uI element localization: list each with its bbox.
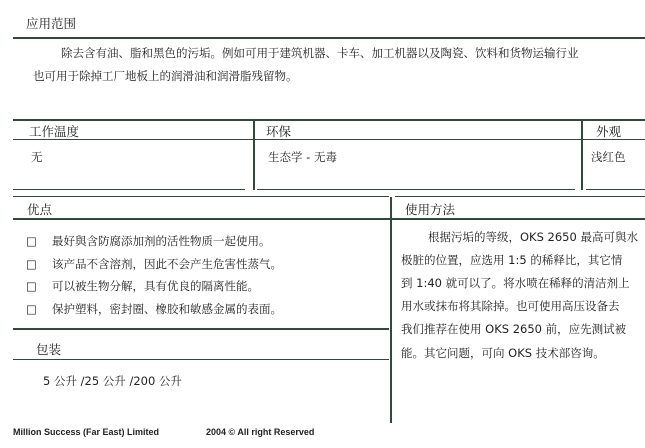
- usage-line-1: 根据污垢的等级，OKS 2650 最高可與水: [428, 230, 638, 244]
- properties-mid-rule: [13, 139, 645, 140]
- advantage-item-2: [26, 256, 282, 272]
- lower-top-rule-right: [395, 196, 645, 197]
- checkbox-icon: □: [26, 302, 37, 316]
- environment-heading: 环保: [266, 124, 292, 139]
- advantage-item-text: 该产品不含溶剂，因此不会产生危害性蒸气。: [52, 257, 282, 271]
- lower-top-rule-left: [13, 196, 389, 197]
- properties-col-divider-1: [253, 121, 255, 190]
- usage-line-5: 我们推荐在使用 OKS 2650 前，应先测试被: [401, 322, 627, 336]
- usage-heading: 使用方法: [405, 202, 456, 217]
- advantage-item-text: 保护塑料，密封圈、橡胶和敏感金属的表面。: [52, 302, 282, 316]
- packaging-top-rule: [13, 328, 389, 330]
- appearance-value: 浅红色: [591, 150, 626, 164]
- properties-bottom-rule-mid: [257, 189, 575, 190]
- scope-divider: [13, 37, 645, 39]
- checkbox-icon: □: [26, 257, 37, 271]
- advantage-item-3: [26, 278, 259, 294]
- usage-line-3: 到 1:40 就可以了。将水喷在稀释的清洁剂上: [401, 276, 630, 290]
- scope-paragraph-line2: 也可用于除掉工厂地板上的润滑油和润滑脂残留物。: [33, 69, 298, 83]
- packaging-heading-rule: [13, 359, 389, 360]
- usage-line-2: 极脏的位置，应选用 1:5 的稀释比，其它情: [401, 253, 623, 267]
- properties-top-rule: [13, 119, 645, 121]
- advantages-heading: 优点: [27, 202, 53, 217]
- properties-col-divider-2: [581, 121, 583, 190]
- usage-line-4: 用水或抹布将其除掉。也可使用高压设备去: [401, 299, 620, 313]
- advantage-item-text: 可以被生物分解，具有优良的隔离性能。: [52, 279, 259, 293]
- checkbox-icon: □: [26, 234, 37, 248]
- packaging-heading: 包装: [36, 342, 62, 357]
- usage-line-6: 能。其它问题，可向 OKS 技术部咨询。: [401, 346, 605, 360]
- temperature-heading: 工作温度: [29, 124, 80, 139]
- appearance-heading: 外观: [596, 124, 622, 139]
- footer-company: Million Success (Far East) Limited: [13, 427, 160, 437]
- checkbox-icon: □: [26, 279, 37, 293]
- properties-bottom-rule-right: [586, 189, 645, 190]
- packaging-value: 5 公升 /25 公升 /200 公升: [43, 374, 182, 388]
- advantage-item-4: [26, 301, 282, 317]
- lower-col-divider: [390, 197, 392, 423]
- scope-paragraph-line1: 除去含有油、脂和黑色的污垢。例如可用于建筑机器、卡车、加工机器以及陶瓷、饮料和货物运输行业: [61, 46, 579, 60]
- temperature-value: 无: [31, 150, 43, 164]
- properties-bottom-rule-left: [13, 189, 245, 190]
- lower-header-rule: [13, 218, 645, 220]
- footer-copyright: 2004 © All right Reserved: [206, 427, 315, 437]
- advantage-item-text: 最好與含防腐添加剂的活性物质一起使用。: [52, 234, 271, 248]
- environment-value: 生态学 - 无毒: [268, 150, 337, 164]
- scope-heading: 应用范围: [26, 16, 77, 31]
- advantage-item-1: [26, 233, 271, 249]
